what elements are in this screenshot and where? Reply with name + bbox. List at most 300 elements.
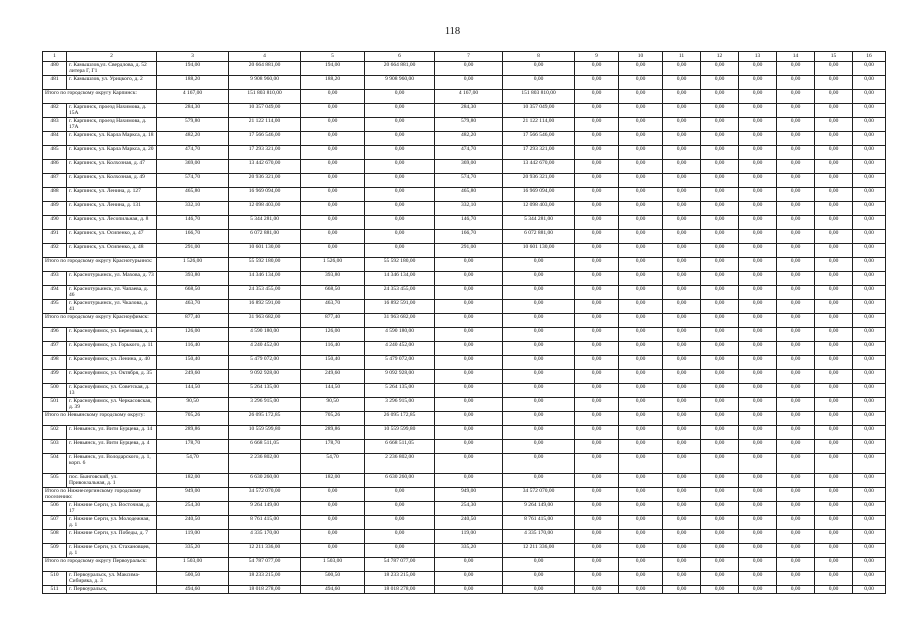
value-cell: 474,70 <box>435 146 503 160</box>
table-row <box>43 398 886 412</box>
address-cell: г. Карпинск, проезд Нахимова, д. 17А <box>67 118 157 132</box>
row-number: 487 <box>43 174 67 188</box>
value-cell: 0,00 <box>503 370 575 384</box>
value-cell: 54,70 <box>301 454 365 474</box>
value-cell: 0,00 <box>777 558 815 572</box>
subtotal-label: Итого по Нижнесергинскому городскому поселению: <box>43 488 157 502</box>
value-cell: 0,00 <box>503 384 575 398</box>
value-cell: 12 211 336,00 <box>503 544 575 558</box>
value-cell: 0,00 <box>365 132 435 146</box>
value-cell: 0,00 <box>853 328 886 342</box>
value-cell: 0,00 <box>619 356 663 370</box>
value-cell: 0,00 <box>503 586 575 594</box>
value-cell: 55 592 180,00 <box>365 258 435 272</box>
column-header: 2 <box>67 52 157 62</box>
value-cell: 0,00 <box>777 230 815 244</box>
value-cell: 0,00 <box>853 104 886 118</box>
column-header: 8 <box>503 52 575 62</box>
value-cell: 0,00 <box>701 286 739 300</box>
value-cell: 0,00 <box>575 314 619 328</box>
value-cell: 6 630 260,00 <box>229 474 301 488</box>
value-cell: 0,00 <box>619 300 663 314</box>
value-cell: 0,00 <box>777 356 815 370</box>
value-cell: 0,00 <box>619 314 663 328</box>
value-cell: 0,00 <box>663 202 701 216</box>
value-cell: 0,00 <box>815 76 853 90</box>
value-cell: 877,40 <box>157 314 229 328</box>
value-cell: 0,00 <box>777 216 815 230</box>
table-row <box>43 454 886 474</box>
value-cell: 0,00 <box>663 160 701 174</box>
value-cell: 0,00 <box>575 586 619 594</box>
value-cell: 4 590 180,00 <box>365 328 435 342</box>
value-cell: 0,00 <box>701 62 739 76</box>
value-cell: 0,00 <box>701 544 739 558</box>
subtotal-label: Итого по городскому округу Первоуральск: <box>43 558 157 572</box>
header-row <box>43 52 886 62</box>
table-row <box>43 502 886 516</box>
value-cell: 0,00 <box>853 544 886 558</box>
value-cell: 0,00 <box>853 244 886 258</box>
value-cell: 20 664 881,00 <box>365 62 435 76</box>
value-cell: 0,00 <box>503 76 575 90</box>
value-cell: 0,00 <box>619 426 663 440</box>
value-cell: 0,00 <box>575 384 619 398</box>
value-cell: 0,00 <box>619 412 663 426</box>
address-cell: г. Невьянск, ул. Вити Бурцева, д. 4 <box>67 440 157 454</box>
value-cell: 0,00 <box>575 230 619 244</box>
value-cell: 0,00 <box>739 286 777 300</box>
value-cell: 0,00 <box>663 146 701 160</box>
value-cell: 194,00 <box>157 62 229 76</box>
column-header: 3 <box>157 52 229 62</box>
value-cell: 0,00 <box>739 272 777 286</box>
table-row <box>43 286 886 300</box>
value-cell: 0,00 <box>853 586 886 594</box>
value-cell: 0,00 <box>365 216 435 230</box>
value-cell: 16 892 591,00 <box>229 300 301 314</box>
value-cell: 0,00 <box>739 544 777 558</box>
value-cell: 0,00 <box>701 300 739 314</box>
value-cell: 0,00 <box>503 454 575 474</box>
value-cell: 1 526,00 <box>301 258 365 272</box>
value-cell: 0,00 <box>365 160 435 174</box>
value-cell: 0,00 <box>619 454 663 474</box>
value-cell: 291,00 <box>157 244 229 258</box>
value-cell: 9 264 149,00 <box>229 502 301 516</box>
value-cell: 0,00 <box>503 412 575 426</box>
value-cell: 10 601 130,00 <box>229 244 301 258</box>
row-number: 505 <box>43 474 67 488</box>
value-cell: 0,00 <box>739 202 777 216</box>
value-cell: 16 969 094,00 <box>503 188 575 202</box>
value-cell: 0,00 <box>575 544 619 558</box>
value-cell: 0,00 <box>435 412 503 426</box>
value-cell: 0,00 <box>365 516 435 530</box>
value-cell: 0,00 <box>663 488 701 502</box>
value-cell: 14 346 134,00 <box>229 272 301 286</box>
value-cell: 0,00 <box>701 440 739 454</box>
row-number: 483 <box>43 118 67 132</box>
value-cell: 6 668 511,05 <box>365 440 435 454</box>
value-cell: 0,00 <box>435 62 503 76</box>
value-cell: 249,60 <box>301 370 365 384</box>
value-cell: 0,00 <box>435 314 503 328</box>
address-cell: г. Карпинск, проезд Нахимова, д. 15А <box>67 104 157 118</box>
value-cell: 0,00 <box>701 230 739 244</box>
value-cell: 0,00 <box>701 586 739 594</box>
value-cell: 0,00 <box>777 398 815 412</box>
address-cell: г. Карпинск, ул. Ленина, д. 127 <box>67 188 157 202</box>
row-number: 484 <box>43 132 67 146</box>
value-cell: 0,00 <box>663 230 701 244</box>
value-cell: 0,00 <box>663 314 701 328</box>
value-cell: 0,00 <box>575 516 619 530</box>
table-row <box>43 202 886 216</box>
value-cell: 289,86 <box>157 426 229 440</box>
value-cell: 335,20 <box>157 544 229 558</box>
value-cell: 151 803 810,00 <box>229 90 301 104</box>
value-cell: 249,60 <box>157 370 229 384</box>
value-cell: 0,00 <box>503 440 575 454</box>
value-cell: 0,00 <box>701 272 739 286</box>
row-number: 503 <box>43 440 67 454</box>
value-cell: 0,00 <box>701 342 739 356</box>
table-row <box>43 572 886 586</box>
value-cell: 0,00 <box>619 174 663 188</box>
value-cell: 0,00 <box>853 188 886 202</box>
value-cell: 0,00 <box>777 62 815 76</box>
value-cell: 579,80 <box>435 118 503 132</box>
address-cell: г. Невьянск, ул. Вити Бурцева, д. 14 <box>67 426 157 440</box>
address-cell: г. Карпинск, ул. Карла Маркса, д. 20 <box>67 146 157 160</box>
value-cell: 0,00 <box>777 202 815 216</box>
value-cell: 0,00 <box>815 104 853 118</box>
value-cell: 0,00 <box>365 146 435 160</box>
value-cell: 0,00 <box>853 488 886 502</box>
column-header: 14 <box>777 52 815 62</box>
value-cell: 3 296 915,00 <box>365 398 435 412</box>
value-cell: 0,00 <box>301 502 365 516</box>
table-row <box>43 230 886 244</box>
value-cell: 0,00 <box>575 272 619 286</box>
column-header: 6 <box>365 52 435 62</box>
subtotal-row <box>43 412 886 426</box>
page-number: 118 <box>444 26 461 37</box>
value-cell: 0,00 <box>301 118 365 132</box>
value-cell: 0,00 <box>301 104 365 118</box>
value-cell: 0,00 <box>853 516 886 530</box>
value-cell: 0,00 <box>853 342 886 356</box>
value-cell: 0,00 <box>619 104 663 118</box>
value-cell: 12 098 403,00 <box>503 202 575 216</box>
row-number: 494 <box>43 286 67 300</box>
value-cell: 0,00 <box>663 412 701 426</box>
value-cell: 949,00 <box>157 488 229 502</box>
value-cell: 0,00 <box>777 244 815 258</box>
value-cell: 0,00 <box>301 188 365 202</box>
value-cell: 0,00 <box>739 412 777 426</box>
value-cell: 0,00 <box>575 216 619 230</box>
value-cell: 0,00 <box>853 398 886 412</box>
value-cell: 0,00 <box>777 132 815 146</box>
address-cell: г. Нижние Серги, ул. Победы, д. 7 <box>67 530 157 544</box>
value-cell: 0,00 <box>853 258 886 272</box>
value-cell: 0,00 <box>739 174 777 188</box>
value-cell: 0,00 <box>301 160 365 174</box>
value-cell: 0,00 <box>663 90 701 104</box>
table-row <box>43 160 886 174</box>
value-cell: 0,00 <box>619 160 663 174</box>
value-cell: 0,00 <box>853 118 886 132</box>
value-cell: 0,00 <box>619 384 663 398</box>
value-cell: 5 344 281,00 <box>503 216 575 230</box>
value-cell: 21 122 114,00 <box>503 118 575 132</box>
value-cell: 0,00 <box>739 216 777 230</box>
value-cell: 0,00 <box>739 502 777 516</box>
address-cell: г. Невьянск, ул. Володарского, д. 1, корп. 6 <box>67 454 157 474</box>
value-cell: 0,00 <box>739 342 777 356</box>
value-cell: 284,30 <box>435 104 503 118</box>
table-row <box>43 474 886 488</box>
value-cell: 4 335 170,00 <box>503 530 575 544</box>
value-cell: 0,00 <box>853 286 886 300</box>
value-cell: 0,00 <box>739 516 777 530</box>
value-cell: 335,20 <box>435 544 503 558</box>
address-cell: г. Красноуфимск, ул. Советская, д. 13 <box>67 384 157 398</box>
value-cell: 0,00 <box>815 586 853 594</box>
value-cell: 2 236 802,00 <box>365 454 435 474</box>
address-cell: г. Карпинск, ул. Лесопильная, д. 8 <box>67 216 157 230</box>
value-cell: 0,00 <box>663 342 701 356</box>
value-cell: 0,00 <box>663 62 701 76</box>
value-cell: 10 559 599,80 <box>365 426 435 440</box>
row-number: 481 <box>43 76 67 90</box>
value-cell: 10 357 049,00 <box>503 104 575 118</box>
value-cell: 31 963 682,00 <box>229 314 301 328</box>
address-cell: г. Карпинск, ул. Колхозная, д. 47 <box>67 160 157 174</box>
value-cell: 465,80 <box>435 188 503 202</box>
value-cell: 0,00 <box>435 440 503 454</box>
value-cell: 24 353 455,00 <box>365 286 435 300</box>
value-cell: 465,80 <box>157 188 229 202</box>
address-cell: г. Карпинск, ул. Ленина, д. 131 <box>67 202 157 216</box>
value-cell: 4 335 170,00 <box>229 530 301 544</box>
value-cell: 0,00 <box>777 530 815 544</box>
value-cell: 10 559 599,80 <box>229 426 301 440</box>
value-cell: 1 503,00 <box>157 558 229 572</box>
value-cell: 284,30 <box>157 104 229 118</box>
value-cell: 0,00 <box>815 502 853 516</box>
value-cell: 0,00 <box>619 202 663 216</box>
value-cell: 0,00 <box>853 412 886 426</box>
value-cell: 254,30 <box>157 502 229 516</box>
data-table <box>42 51 886 594</box>
value-cell: 0,00 <box>435 342 503 356</box>
value-cell: 0,00 <box>503 300 575 314</box>
value-cell: 0,00 <box>739 314 777 328</box>
value-cell: 482,20 <box>157 132 229 146</box>
value-cell: 0,00 <box>301 202 365 216</box>
address-cell: г. Красноуфимск, ул. Березовая, д. 1 <box>67 328 157 342</box>
value-cell: 150,40 <box>301 356 365 370</box>
subtotal-label: Итого по городскому округу Карпинск: <box>43 90 157 104</box>
value-cell: 0,00 <box>853 216 886 230</box>
value-cell: 0,00 <box>853 62 886 76</box>
value-cell: 0,00 <box>575 90 619 104</box>
value-cell: 0,00 <box>853 502 886 516</box>
value-cell: 0,00 <box>663 328 701 342</box>
column-header: 1 <box>43 52 67 62</box>
value-cell: 3 296 915,00 <box>229 398 301 412</box>
value-cell: 0,00 <box>815 90 853 104</box>
value-cell: 0,00 <box>815 132 853 146</box>
address-cell: г. Нижние Серги, ул. Восточная, д. 17 <box>67 502 157 516</box>
value-cell: 0,00 <box>853 146 886 160</box>
column-header: 9 <box>575 52 619 62</box>
address-cell: г. Красноуфимск, ул. Черкасовская, д. 39 <box>67 398 157 412</box>
value-cell: 0,00 <box>365 244 435 258</box>
value-cell: 0,00 <box>663 132 701 146</box>
address-cell: г. Карпинск, ул. Карла Маркса, д. 18 <box>67 132 157 146</box>
value-cell: 0,00 <box>701 160 739 174</box>
value-cell: 182,00 <box>301 474 365 488</box>
value-cell: 0,00 <box>739 258 777 272</box>
value-cell: 17 293 321,00 <box>503 146 575 160</box>
table-row <box>43 76 886 90</box>
value-cell: 0,00 <box>301 146 365 160</box>
value-cell: 0,00 <box>815 398 853 412</box>
row-number: 493 <box>43 272 67 286</box>
value-cell: 10 601 130,00 <box>503 244 575 258</box>
value-cell: 0,00 <box>853 314 886 328</box>
value-cell: 0,00 <box>815 474 853 488</box>
value-cell: 0,00 <box>619 188 663 202</box>
row-number: 482 <box>43 104 67 118</box>
value-cell: 0,00 <box>663 544 701 558</box>
value-cell: 0,00 <box>503 342 575 356</box>
value-cell: 0,00 <box>853 76 886 90</box>
value-cell: 393,80 <box>157 272 229 286</box>
value-cell: 0,00 <box>503 558 575 572</box>
value-cell: 0,00 <box>365 544 435 558</box>
row-number: 497 <box>43 342 67 356</box>
value-cell: 0,00 <box>815 558 853 572</box>
value-cell: 0,00 <box>739 132 777 146</box>
value-cell: 0,00 <box>739 328 777 342</box>
row-number: 506 <box>43 502 67 516</box>
value-cell: 0,00 <box>815 384 853 398</box>
value-cell: 18 233 215,00 <box>229 572 301 586</box>
subtotal-label: Итого по городскому округу Краснотурьинск: <box>43 258 157 272</box>
value-cell: 0,00 <box>815 118 853 132</box>
value-cell: 0,00 <box>619 146 663 160</box>
value-cell: 0,00 <box>739 76 777 90</box>
value-cell: 13 442 670,00 <box>229 160 301 174</box>
value-cell: 0,00 <box>701 132 739 146</box>
value-cell: 146,70 <box>435 216 503 230</box>
value-cell: 0,00 <box>619 132 663 146</box>
table-row <box>43 544 886 558</box>
value-cell: 0,00 <box>435 370 503 384</box>
value-cell: 0,00 <box>503 426 575 440</box>
value-cell: 0,00 <box>365 502 435 516</box>
value-cell: 0,00 <box>619 370 663 384</box>
value-cell: 705,26 <box>157 412 229 426</box>
value-cell: 4 240 452,00 <box>365 342 435 356</box>
value-cell: 0,00 <box>815 272 853 286</box>
address-cell: г. Красноуфимск, ул. Горького, д. 11 <box>67 342 157 356</box>
address-cell: г. Карпинск, ул. Колхозная, д. 49 <box>67 174 157 188</box>
value-cell: 0,00 <box>619 90 663 104</box>
value-cell: 8 761 415,00 <box>503 516 575 530</box>
value-cell: 0,00 <box>575 286 619 300</box>
value-cell: 0,00 <box>663 398 701 412</box>
value-cell: 240,50 <box>435 516 503 530</box>
row-number: 485 <box>43 146 67 160</box>
value-cell: 574,70 <box>435 174 503 188</box>
value-cell: 0,00 <box>777 90 815 104</box>
value-cell: 6 668 511,05 <box>229 440 301 454</box>
address-cell: г. Нижние Серги, ул. Молодежная, д. 1 <box>67 516 157 530</box>
value-cell: 0,00 <box>435 474 503 488</box>
row-number: 502 <box>43 426 67 440</box>
value-cell: 0,00 <box>365 90 435 104</box>
value-cell: 16 892 591,00 <box>365 300 435 314</box>
row-number: 492 <box>43 244 67 258</box>
row-number: 510 <box>43 572 67 586</box>
value-cell: 0,00 <box>777 454 815 474</box>
value-cell: 574,70 <box>157 174 229 188</box>
value-cell: 668,50 <box>301 286 365 300</box>
value-cell: 0,00 <box>701 216 739 230</box>
value-cell: 0,00 <box>701 104 739 118</box>
value-cell: 9 908 960,00 <box>229 76 301 90</box>
value-cell: 0,00 <box>815 440 853 454</box>
value-cell: 0,00 <box>853 174 886 188</box>
value-cell: 0,00 <box>777 544 815 558</box>
subtotal-label: Итого по Невьянскому городскому округу: <box>43 412 157 426</box>
table-row <box>43 62 886 76</box>
value-cell: 0,00 <box>365 530 435 544</box>
value-cell: 55 592 180,00 <box>229 258 301 272</box>
value-cell: 0,00 <box>739 370 777 384</box>
value-cell: 0,00 <box>777 314 815 328</box>
subtotal-row <box>43 558 886 572</box>
value-cell: 9 092 928,00 <box>229 370 301 384</box>
value-cell: 0,00 <box>365 488 435 502</box>
value-cell: 0,00 <box>619 328 663 342</box>
value-cell: 26 095 172,85 <box>365 412 435 426</box>
value-cell: 18 233 215,00 <box>365 572 435 586</box>
table-row <box>43 440 886 454</box>
value-cell: 0,00 <box>435 76 503 90</box>
value-cell: 0,00 <box>815 300 853 314</box>
value-cell: 54 787 077,00 <box>229 558 301 572</box>
value-cell: 0,00 <box>815 328 853 342</box>
value-cell: 0,00 <box>619 244 663 258</box>
row-number: 500 <box>43 384 67 398</box>
value-cell: 6 072 881,00 <box>229 230 301 244</box>
value-cell: 0,00 <box>701 412 739 426</box>
table-row <box>43 384 886 398</box>
value-cell: 20 936 321,00 <box>229 174 301 188</box>
value-cell: 0,00 <box>701 558 739 572</box>
value-cell: 0,00 <box>777 572 815 586</box>
value-cell: 0,00 <box>435 586 503 594</box>
value-cell: 0,00 <box>701 258 739 272</box>
value-cell: 0,00 <box>739 384 777 398</box>
